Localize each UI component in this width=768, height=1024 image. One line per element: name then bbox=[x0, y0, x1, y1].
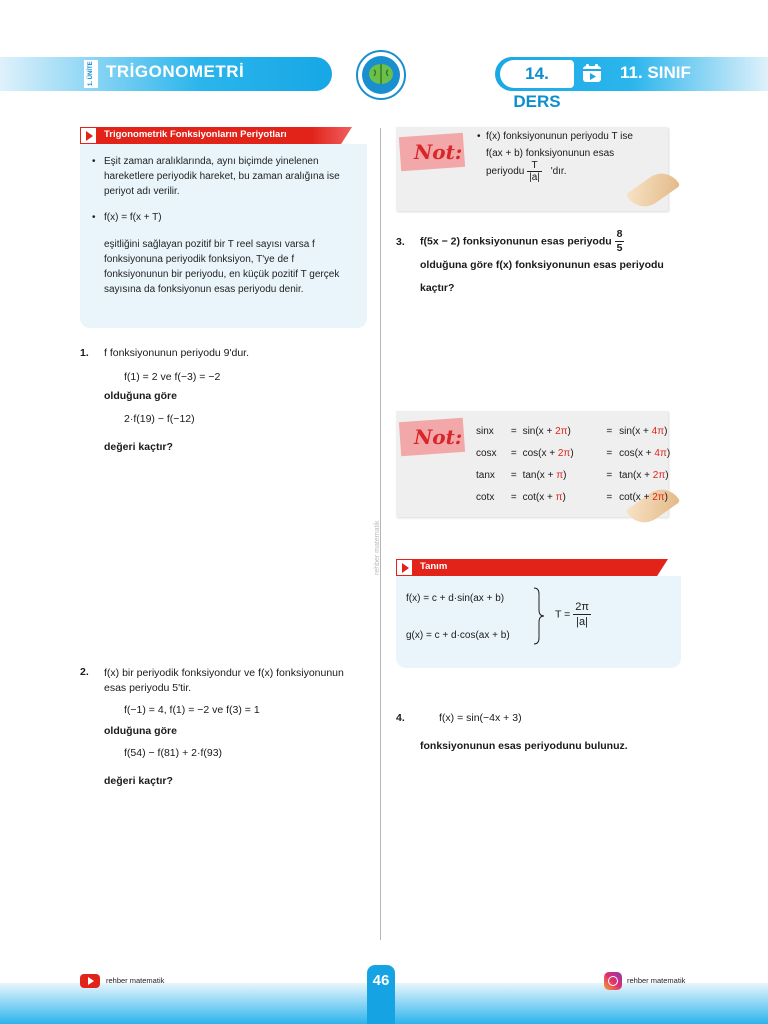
func-expr: ) bbox=[665, 470, 669, 481]
period-value: 2π bbox=[652, 492, 665, 503]
period-row bbox=[476, 487, 670, 509]
question-ask: fonksiyonunun esas periyodunu bulunuz. bbox=[420, 740, 628, 752]
period-formula bbox=[555, 600, 591, 629]
func-name: sinx bbox=[476, 426, 494, 437]
func-expr: sin(x + bbox=[522, 426, 556, 437]
period-value: 2π bbox=[557, 448, 571, 459]
note-text: 'dır. bbox=[550, 166, 567, 178]
play-icon bbox=[396, 559, 413, 576]
func-name: cotx bbox=[476, 492, 495, 503]
period-value: π bbox=[556, 470, 564, 481]
func-expr: ) bbox=[664, 426, 668, 437]
unit-label: 1. ÜNİTE bbox=[84, 60, 98, 88]
equals-sign: = bbox=[510, 470, 517, 481]
period-label: T = bbox=[555, 608, 571, 621]
question-formula: f(x) = sin(−4x + 3) bbox=[439, 712, 522, 724]
question-number: 2. bbox=[80, 666, 89, 678]
bullet-dot: • bbox=[92, 212, 96, 223]
question-given: f(1) = 2 ve f(−3) = −2 bbox=[124, 371, 221, 383]
equals-sign: = bbox=[510, 448, 517, 459]
func-expr: tan(x + bbox=[619, 470, 653, 481]
equals-sign: = bbox=[606, 426, 613, 437]
func-expr: tan(x + bbox=[522, 470, 557, 481]
note-label: Not: bbox=[414, 425, 463, 449]
period-value: 2π bbox=[652, 470, 666, 481]
page-title: TRİGONOMETRİ bbox=[106, 62, 245, 81]
note-text: f(x) fonksiyonunun periyodu T ise bbox=[486, 131, 633, 142]
question-condition: olduğuna göre bbox=[104, 390, 177, 402]
note-label: Not: bbox=[414, 140, 463, 164]
func-expr: cos(x + bbox=[522, 448, 558, 459]
note-formula bbox=[486, 160, 567, 183]
period-row bbox=[476, 465, 670, 487]
lesson-number: 14. DERS bbox=[500, 60, 574, 88]
calendar-play-icon bbox=[582, 63, 602, 83]
func-expr: cot(x + bbox=[522, 492, 556, 503]
definition-text-2: eşitliğini sağlayan pozitif bir T reel sayısı varsa f fonksiyonuna periyodik fonksiyon, T'ye de f fonksiyonunun bir periyodu, en küçük pozitif T gerçek sayısına da fonksiyonun esas periyodu denir. bbox=[104, 239, 340, 295]
func-name: tanx bbox=[476, 470, 495, 481]
func-expr: ) bbox=[666, 448, 671, 459]
func-expr: ) bbox=[563, 470, 567, 481]
period-value: 2π bbox=[555, 426, 568, 437]
fraction-numerator: T bbox=[527, 160, 542, 172]
fraction-numerator: 8 bbox=[616, 228, 623, 240]
section-title: Trigonometrik Fonksiyonların Periyotları bbox=[104, 129, 287, 140]
right-brace-icon bbox=[533, 587, 545, 645]
equals-sign: = bbox=[510, 492, 517, 503]
note-text: f(ax + b) fonksiyonunun esas bbox=[486, 148, 615, 159]
page-number: 46 bbox=[367, 965, 395, 1024]
question-given: f(−1) = 4, f(1) = −2 ve f(3) = 1 bbox=[124, 704, 260, 716]
definition-text-1: Eşit zaman aralıklarında, aynı biçimde yinelenen hareketlere periyodik hareket, bu zaman aralığına ise periyot adı verilir. bbox=[104, 156, 340, 197]
definition-title: Tanım bbox=[420, 561, 448, 572]
equals-sign: = bbox=[510, 426, 517, 437]
equals-sign: = bbox=[606, 492, 613, 503]
instagram-icon[interactable] bbox=[604, 972, 622, 990]
period-fraction bbox=[527, 160, 542, 183]
question-ask: değeri kaçtır? bbox=[104, 775, 173, 787]
question-ask: kaçtır? bbox=[420, 282, 455, 294]
func-expr: cot(x + bbox=[619, 492, 653, 503]
period-table bbox=[476, 421, 670, 509]
period-value: 4π bbox=[651, 426, 665, 437]
period-value: 4π bbox=[654, 448, 667, 459]
youtube-icon[interactable] bbox=[80, 974, 100, 988]
question-text bbox=[420, 228, 624, 255]
definition-formula: f(x) = f(x + T) bbox=[104, 212, 162, 223]
period-value: π bbox=[555, 492, 563, 503]
grade-label: 11. SINIF bbox=[620, 63, 691, 82]
fraction-denominator: 5 bbox=[616, 242, 623, 254]
func-expr: sin(x + bbox=[619, 426, 652, 437]
question-number: 1. bbox=[80, 347, 89, 359]
brain-logo-icon bbox=[356, 50, 406, 100]
question-text-part: f(5x − 2) fonksiyonunun esas periyodu bbox=[420, 235, 612, 248]
play-icon bbox=[80, 127, 97, 144]
footer-instagram-text[interactable]: rehber matematik bbox=[627, 976, 686, 985]
period-fraction bbox=[573, 600, 591, 629]
fraction-denominator: |a| bbox=[529, 172, 540, 183]
question-number: 3. bbox=[396, 236, 405, 248]
watermark: rehber matematik bbox=[374, 520, 381, 575]
question-number: 4. bbox=[396, 712, 405, 724]
formula-cos: g(x) = c + d·cos(ax + b) bbox=[406, 630, 510, 641]
footer-youtube-text[interactable]: rehber matematik bbox=[106, 976, 165, 985]
func-name: cosx bbox=[476, 448, 497, 459]
bullet-dot: • bbox=[477, 131, 481, 142]
fraction-denominator: |a| bbox=[576, 616, 588, 628]
period-row bbox=[476, 421, 670, 443]
formula-sin: f(x) = c + d·sin(ax + b) bbox=[406, 593, 505, 604]
fraction-numerator: 2π bbox=[575, 601, 589, 613]
func-expr: ) bbox=[664, 492, 669, 503]
note-text: periyodu bbox=[486, 166, 525, 178]
func-expr: ) bbox=[567, 426, 571, 437]
equals-sign: = bbox=[606, 448, 613, 459]
question-text: f(x) bir periyodik fonksiyondur ve f(x) fonksiyonunun esas periyodu 5'tir. bbox=[104, 667, 344, 694]
question-expression: f(54) − f(81) + 2·f(93) bbox=[124, 747, 223, 759]
period-fraction bbox=[615, 228, 625, 255]
func-expr: ) bbox=[562, 492, 566, 503]
period-row bbox=[476, 443, 670, 465]
func-expr: cos(x + bbox=[619, 448, 655, 459]
question-ask: değeri kaçtır? bbox=[104, 441, 173, 453]
equals-sign: = bbox=[606, 470, 613, 481]
question-text: olduğuna göre f(x) fonksiyonunun esas periyodu bbox=[420, 259, 664, 271]
bullet-dot: • bbox=[92, 156, 96, 167]
question-text: f fonksiyonunun periyodu 9'dur. bbox=[104, 347, 250, 359]
func-expr: ) bbox=[570, 448, 574, 459]
question-condition: olduğuna göre bbox=[104, 725, 177, 737]
question-expression: 2·f(19) − f(−12) bbox=[124, 413, 195, 425]
